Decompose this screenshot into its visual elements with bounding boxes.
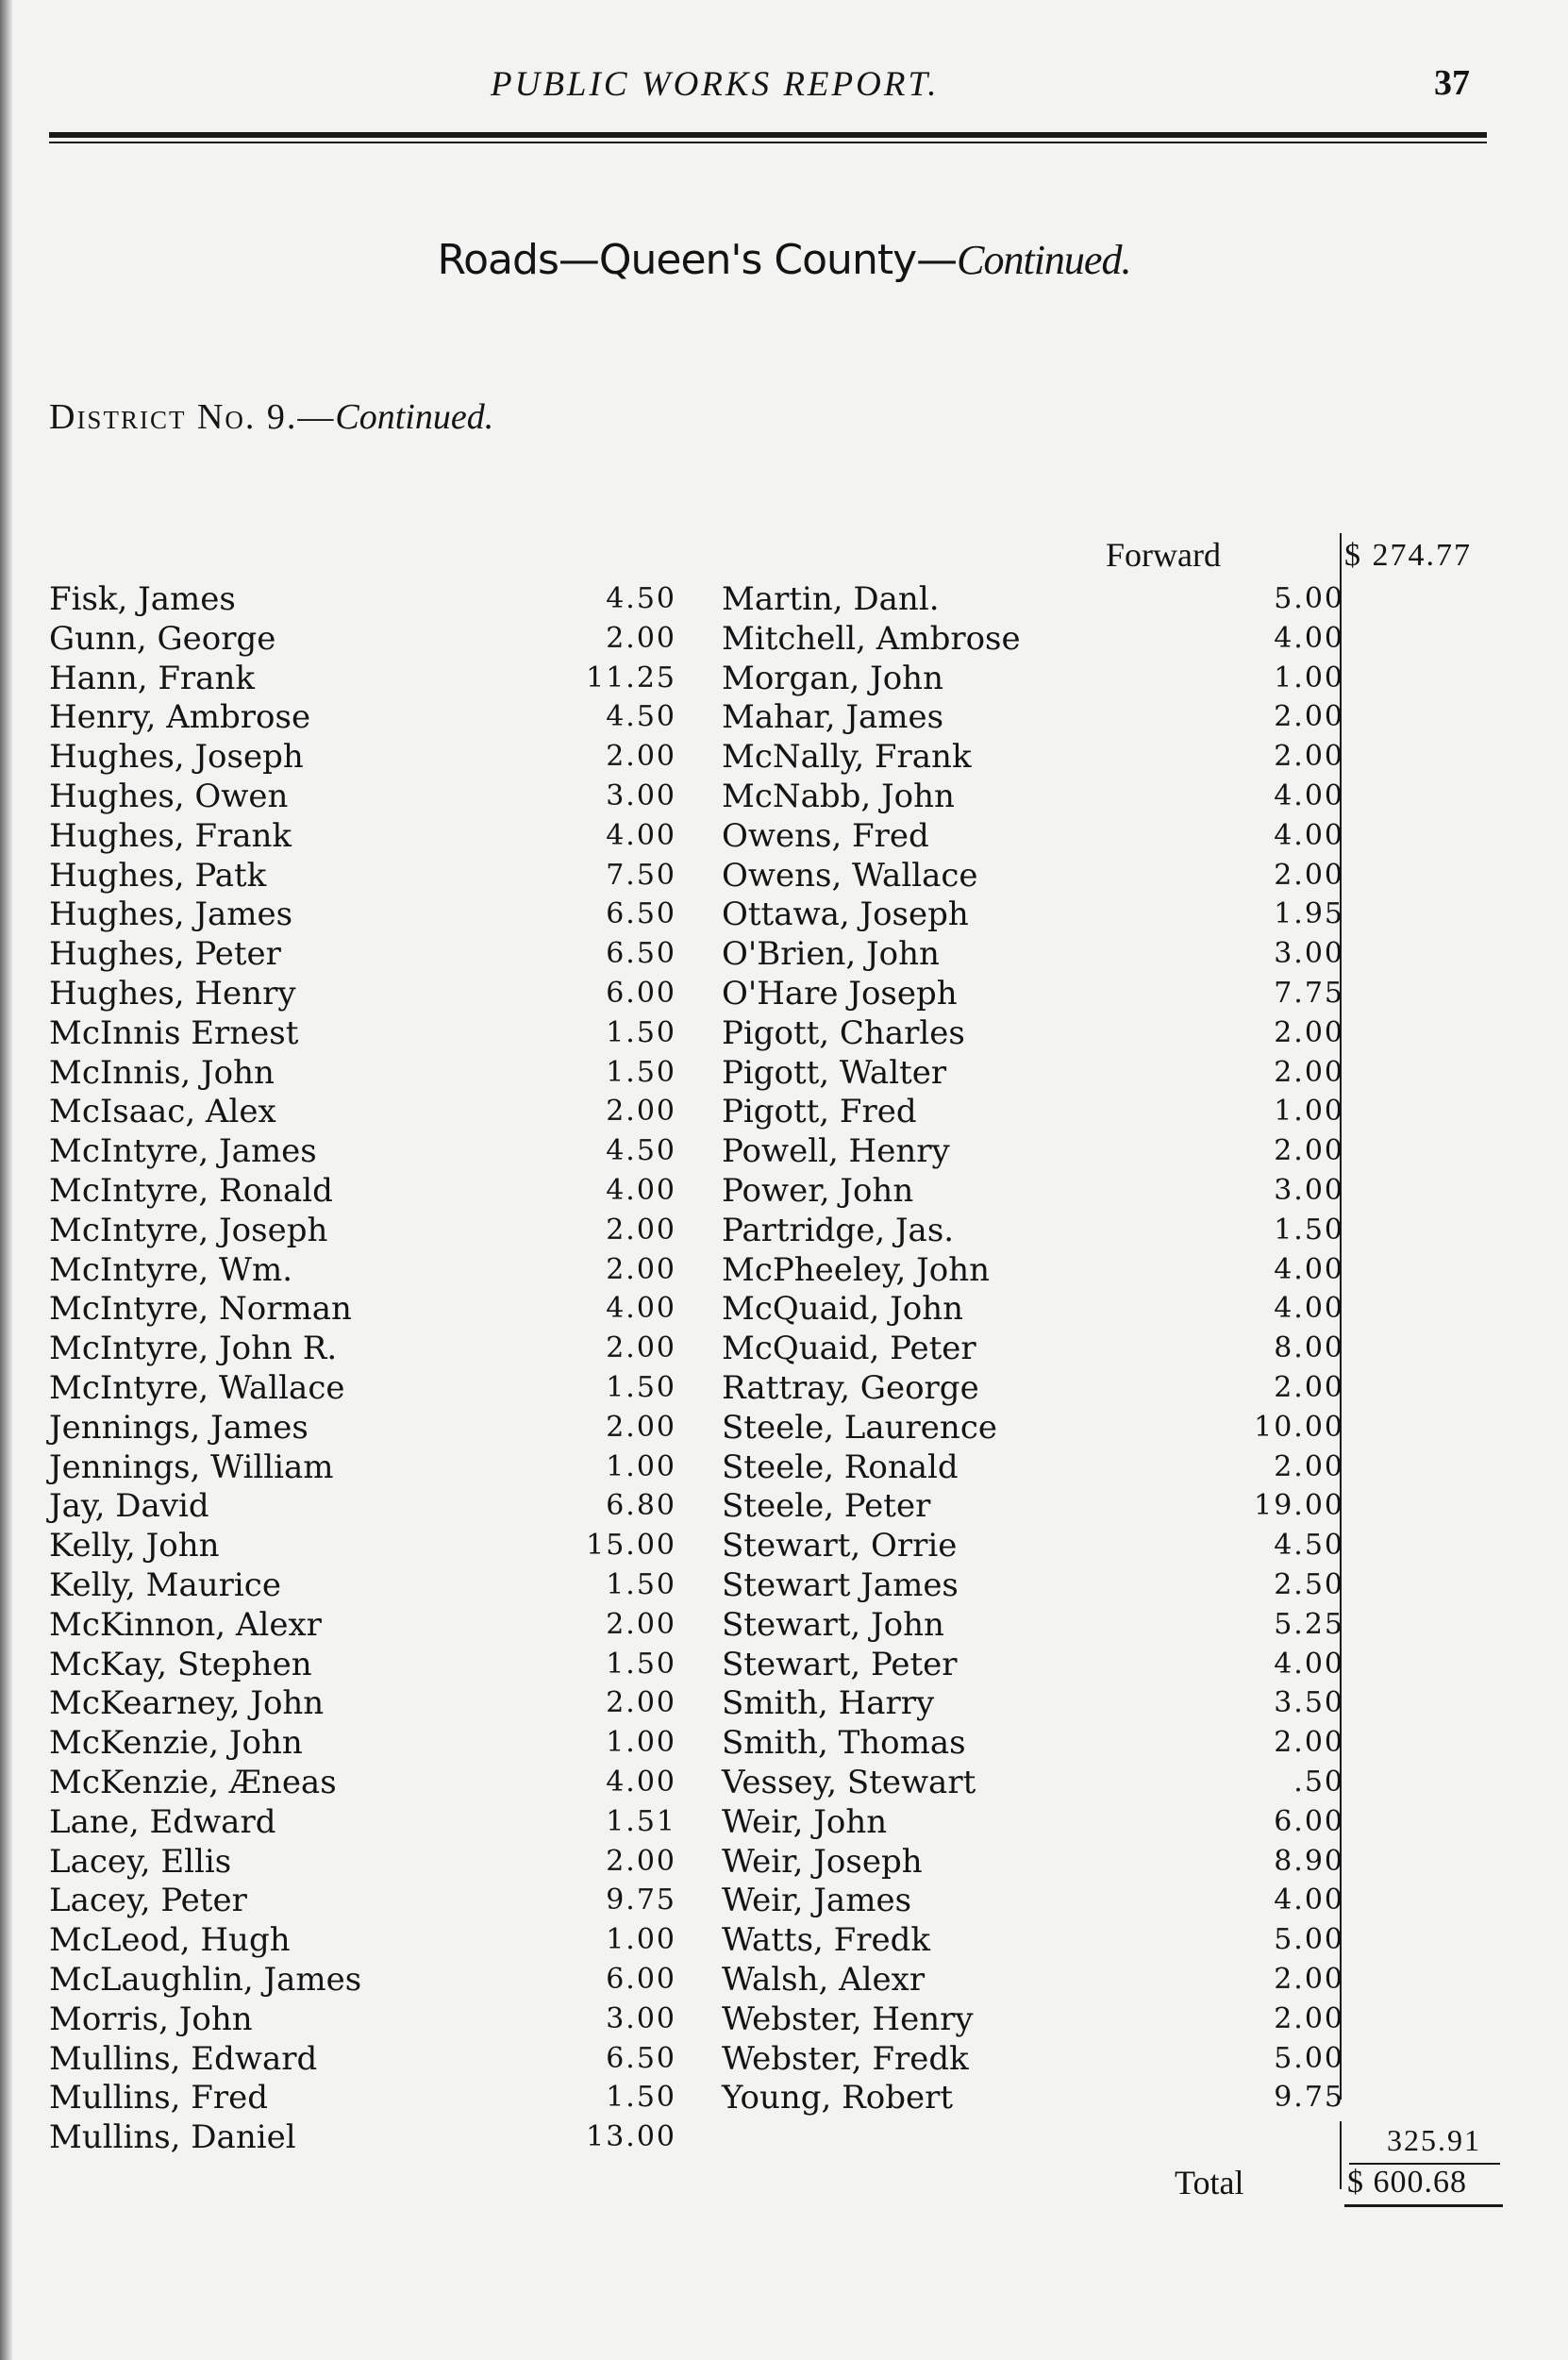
payee-amount: 15.00 — [586, 1529, 676, 1563]
payee-amount: 2.00 — [1274, 1449, 1344, 1483]
payee-name: McNally, Frank — [722, 738, 972, 777]
payee-amount: 5.25 — [1274, 1607, 1344, 1641]
payee-name: Owens, Wallace — [722, 856, 978, 895]
total-label: Total — [1175, 2164, 1244, 2201]
payee-name: McInnis Ernest — [49, 1013, 299, 1052]
payee-name: Martin, Danl. — [722, 580, 940, 618]
payee-amount: 4.00 — [1274, 818, 1344, 852]
payee-amount: 3.00 — [1274, 1174, 1344, 1207]
payee-name: Ottawa, Joseph — [722, 895, 969, 934]
payee-amount: 2.00 — [1274, 700, 1344, 734]
payee-name: Stewart, John — [722, 1605, 944, 1644]
table-row — [0, 1486, 1568, 1526]
payee-amount: 2.00 — [606, 1331, 676, 1365]
payee-name: Pigott, Walter — [722, 1053, 947, 1092]
payee-amount: 5.00 — [1274, 582, 1344, 615]
payee-amount: 1.50 — [1274, 1213, 1344, 1247]
payee-name: Stewart James — [722, 1566, 959, 1604]
table-row — [0, 737, 1568, 777]
payee-name: Weir, John — [722, 1802, 888, 1841]
payee-amount: 6.00 — [606, 1963, 676, 1996]
payee-name: Stewart, Peter — [722, 1645, 958, 1683]
payee-amount: 11.25 — [586, 661, 676, 695]
payee-amount: 2.00 — [606, 1607, 676, 1641]
payee-amount: 2.00 — [1274, 1015, 1344, 1049]
payee-amount: 2.00 — [1274, 2001, 1344, 2035]
payee-amount: 3.00 — [1274, 937, 1344, 971]
table-row — [0, 1408, 1568, 1448]
payee-name: Gunn, George — [49, 619, 276, 658]
table-row — [0, 1763, 1568, 1802]
payee-amount: 2.00 — [606, 1252, 676, 1286]
section-title-main: Roads—Queen's County— — [437, 236, 958, 284]
payee-amount: 4.50 — [606, 700, 676, 734]
payee-name: Steele, Ronald — [722, 1448, 959, 1486]
section-title — [0, 236, 1568, 284]
payee-amount: 4.00 — [606, 1292, 676, 1326]
payee-amount: 1.50 — [606, 2081, 676, 2115]
table-row — [0, 1802, 1568, 1842]
payee-name: McQuaid, John — [722, 1290, 964, 1329]
table-row — [0, 1329, 1568, 1368]
table-row — [0, 2117, 1568, 2157]
table-row — [0, 777, 1568, 816]
payee-name: McLeod, Hugh — [49, 1921, 291, 1960]
payee-amount: 13.00 — [586, 2120, 676, 2154]
payee-amount: 6.00 — [1274, 1804, 1344, 1838]
running-head — [0, 59, 1568, 115]
payee-name: Jay, David — [49, 1487, 209, 1526]
table-row — [0, 1053, 1568, 1093]
table-row — [0, 697, 1568, 737]
payee-name: Lacey, Ellis — [49, 1842, 232, 1881]
payee-amount: 2.00 — [1274, 1371, 1344, 1404]
table-row — [0, 579, 1568, 619]
payee-amount: 2.00 — [1274, 740, 1344, 774]
payee-name: McIntyre, Wm. — [49, 1250, 293, 1289]
payee-amount: 6.50 — [606, 937, 676, 971]
payee-amount: 1.50 — [606, 1647, 676, 1681]
table-row — [0, 619, 1568, 659]
district-continued: Continued. — [335, 397, 494, 437]
total-amount: $ 600.68 — [1347, 2165, 1467, 2200]
payee-amount: 1.50 — [606, 1055, 676, 1089]
page-number: 37 — [1434, 63, 1470, 103]
table-row — [0, 2000, 1568, 2039]
payee-name: Vessey, Stewart — [722, 1764, 976, 1801]
payee-amount: 2.00 — [606, 1844, 676, 1878]
payee-name: Steele, Laurence — [722, 1408, 997, 1447]
payee-amount: 3.00 — [606, 779, 676, 812]
payee-name: Kelly, John — [49, 1527, 220, 1565]
payee-amount: 1.50 — [606, 1371, 676, 1404]
payee-amount: 4.50 — [606, 1134, 676, 1168]
payee-amount: 1.00 — [606, 1726, 676, 1760]
payee-name: Partridge, Jas. — [722, 1211, 955, 1249]
payee-name: McIntyre, Joseph — [49, 1211, 328, 1249]
running-title: PUBLIC WORKS REPORT. — [491, 65, 940, 104]
payee-amount: 8.00 — [1274, 1331, 1344, 1365]
total-column-rule — [1340, 2121, 1342, 2189]
payee-amount: 4.00 — [606, 1174, 676, 1207]
payee-name: Jennings, William — [49, 1448, 334, 1486]
payee-name: Walsh, Alexr — [722, 1961, 926, 1999]
payee-name: McIntyre, Ronald — [49, 1172, 333, 1210]
section-title-continued: Continued. — [957, 237, 1131, 283]
payee-name: Webster, Fredk — [722, 2039, 969, 2078]
payee-name: McQuaid, Peter — [722, 1330, 976, 1368]
payee-name: Rattray, George — [722, 1369, 979, 1407]
payee-amount: 4.50 — [606, 582, 676, 615]
payee-amount: 6.00 — [606, 977, 676, 1010]
payee-name: Mullins, Edward — [49, 2039, 318, 2078]
table-row — [0, 1723, 1568, 1763]
table-row — [0, 1368, 1568, 1408]
payee-name: O'Brien, John — [722, 935, 940, 974]
payee-amount: 1.00 — [1274, 1095, 1344, 1129]
table-row — [0, 1092, 1568, 1131]
payee-amount: 2.00 — [1274, 1963, 1344, 1996]
table-row — [0, 1171, 1568, 1211]
payee-amount: 7.75 — [1274, 977, 1344, 1010]
payee-amount: 2.00 — [606, 1686, 676, 1720]
payee-name: Morris, John — [49, 2000, 253, 2038]
header-rule-thin — [49, 142, 1487, 143]
payee-amount: 1.00 — [606, 1923, 676, 1957]
table-row — [0, 856, 1568, 895]
forward-amount: $ 274.77 — [1344, 538, 1472, 573]
payee-name: McNabb, John — [722, 778, 955, 815]
payee-name: McIntyre, James — [49, 1132, 317, 1171]
table-row — [0, 974, 1568, 1013]
subtotal-amount: 325.91 — [1387, 2123, 1481, 2157]
payee-amount: 3.50 — [1274, 1686, 1344, 1720]
payee-name: Morgan, John — [722, 659, 943, 697]
total-underline — [1344, 2204, 1503, 2207]
payee-amount: 1.00 — [606, 1449, 676, 1483]
table-row — [0, 934, 1568, 974]
payee-name: Lacey, Peter — [49, 1882, 247, 1920]
payee-name: Power, John — [722, 1172, 914, 1210]
district-heading — [49, 396, 493, 438]
payee-name: McKay, Stephen — [49, 1645, 312, 1683]
payee-name: Lane, Edward — [49, 1802, 276, 1841]
payee-name: McIntyre, John R. — [49, 1330, 338, 1368]
table-row — [0, 1960, 1568, 2000]
payee-name: Smith, Harry — [722, 1684, 935, 1723]
payee-name: Steele, Peter — [722, 1487, 931, 1526]
payee-name: Fisk, James — [49, 580, 236, 618]
payee-name: McLaughlin, James — [49, 1961, 362, 1999]
payee-amount: 4.50 — [1274, 1529, 1344, 1563]
table-row — [0, 1565, 1568, 1605]
payee-name: McKenzie, John — [49, 1724, 303, 1763]
payee-amount: 6.50 — [606, 2041, 676, 2075]
payee-name: Weir, James — [722, 1882, 912, 1920]
payee-amount: 8.90 — [1274, 1844, 1344, 1878]
header-rule-thick — [49, 132, 1487, 138]
payee-amount: 19.00 — [1254, 1489, 1344, 1523]
payee-name: Hughes, Joseph — [49, 738, 304, 777]
forward-label: Forward — [1106, 536, 1221, 574]
payee-name: McIntyre, Norman — [49, 1290, 352, 1329]
table-row — [0, 816, 1568, 856]
payee-name: Mullins, Fred — [49, 2079, 269, 2117]
payee-name: Young, Robert — [722, 2079, 954, 2117]
payee-name: Hughes, Frank — [49, 816, 292, 855]
payee-amount: 2.00 — [606, 1095, 676, 1129]
payee-amount: 2.00 — [1274, 1055, 1344, 1089]
payee-name: Webster, Henry — [722, 2000, 974, 2038]
payee-amount: 6.80 — [606, 1489, 676, 1523]
payee-name: Stewart, Orrie — [722, 1527, 958, 1565]
table-row — [0, 1842, 1568, 1882]
payee-amount: 2.00 — [1274, 1134, 1344, 1168]
table-row — [0, 2039, 1568, 2079]
payee-name: Pigott, Charles — [722, 1013, 965, 1052]
payee-name: O'Hare Joseph — [722, 975, 958, 1013]
payee-name: Henry, Ambrose — [49, 698, 311, 737]
payee-amount: 2.00 — [606, 1213, 676, 1247]
payee-amount: 6.50 — [606, 897, 676, 931]
table-row — [0, 895, 1568, 934]
table-row — [0, 1526, 1568, 1565]
payee-amount: 2.00 — [606, 621, 676, 655]
table-row — [0, 2078, 1568, 2117]
payee-amount: 10.00 — [1254, 1410, 1344, 1444]
table-row — [0, 1605, 1568, 1645]
payee-name: Jennings, James — [49, 1408, 309, 1447]
payee-name: McInnis, John — [49, 1053, 275, 1092]
payee-amount: 1.50 — [606, 1568, 676, 1601]
payee-name: Owens, Fred — [722, 816, 929, 855]
table-row — [0, 1013, 1568, 1053]
payee-amount: 1.00 — [1274, 661, 1344, 695]
payee-amount: 4.00 — [606, 1766, 676, 1799]
payee-amount: 4.00 — [1274, 1292, 1344, 1326]
payee-amount: 2.50 — [1274, 1568, 1344, 1601]
payee-name: Hann, Frank — [49, 659, 255, 697]
payee-amount: 2.00 — [606, 740, 676, 774]
payee-amount: 1.95 — [1274, 897, 1344, 931]
payee-amount: 1.50 — [606, 1015, 676, 1049]
payee-amount: 3.00 — [606, 2001, 676, 2035]
district-label: District No. 9.— — [49, 397, 336, 437]
payee-name: Weir, Joseph — [722, 1842, 923, 1881]
payee-amount: 5.00 — [1274, 1923, 1344, 1957]
table-row — [0, 1211, 1568, 1250]
payee-amount: 4.00 — [1274, 779, 1344, 812]
payee-name: Hughes, James — [49, 895, 293, 934]
payee-name: Hughes, Peter — [49, 935, 281, 974]
payee-amount: 1.51 — [606, 1804, 676, 1838]
payee-name: Mitchell, Ambrose — [722, 619, 1021, 658]
table-row — [0, 1920, 1568, 1960]
payee-amount: 2.00 — [1274, 1726, 1344, 1760]
payee-amount: 4.00 — [606, 818, 676, 852]
payee-name: Hughes, Owen — [49, 778, 289, 815]
payee-name: Hughes, Henry — [49, 975, 296, 1013]
payee-name: Hughes, Patk — [49, 856, 267, 895]
table-row — [0, 1683, 1568, 1723]
payee-amount: 7.50 — [606, 858, 676, 892]
payee-amount: 4.00 — [1274, 1252, 1344, 1286]
table-row — [0, 1881, 1568, 1920]
table-row — [0, 659, 1568, 698]
payee-amount: 2.00 — [606, 1410, 676, 1444]
payee-amount: 9.75 — [1274, 2081, 1344, 2115]
payee-name: Kelly, Maurice — [49, 1566, 281, 1604]
payee-name: McKearney, John — [49, 1684, 325, 1723]
payee-amount: 4.00 — [1274, 1647, 1344, 1681]
payee-amount: 2.00 — [1274, 858, 1344, 892]
payee-name: Watts, Fredk — [722, 1921, 930, 1960]
payee-name: McKenzie, Æneas — [49, 1764, 337, 1801]
payee-name: Smith, Thomas — [722, 1724, 966, 1763]
table-row — [0, 1289, 1568, 1329]
payee-name: Mullins, Daniel — [49, 2118, 296, 2157]
table-row — [0, 1448, 1568, 1487]
payee-name: Powell, Henry — [722, 1132, 950, 1171]
payee-amount: 4.00 — [1274, 1883, 1344, 1917]
payee-name: McPheeley, John — [722, 1250, 991, 1289]
payee-amount: 5.00 — [1274, 2041, 1344, 2075]
table-row — [0, 1131, 1568, 1171]
payee-name: McIntyre, Wallace — [49, 1369, 345, 1407]
payee-name: McIsaac, Alex — [49, 1093, 276, 1131]
payee-name: Mahar, James — [722, 698, 944, 737]
payee-name: Pigott, Fred — [722, 1093, 917, 1131]
payee-name: McKinnon, Alexr — [49, 1605, 322, 1644]
table-row — [0, 1250, 1568, 1290]
payee-amount: 4.00 — [1274, 621, 1344, 655]
table-row — [0, 1645, 1568, 1684]
payee-amount: 9.75 — [606, 1883, 676, 1917]
payee-amount: .50 — [1293, 1766, 1344, 1799]
